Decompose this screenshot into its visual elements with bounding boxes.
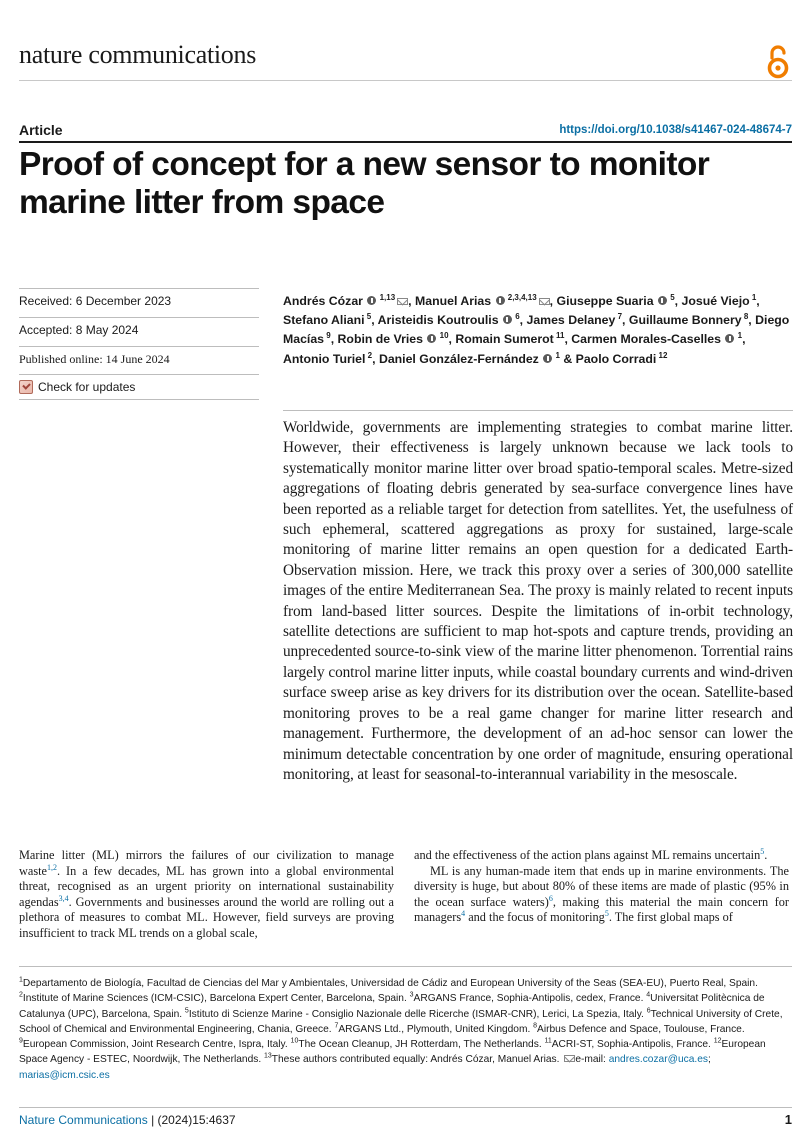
check-updates-icon (19, 380, 33, 394)
doi-link[interactable]: https://doi.org/10.1038/s41467-024-48674-7 (559, 124, 792, 136)
affiliation-number: 2 (19, 991, 23, 999)
affiliation-text: Universitat Politècnica de Catalunya (UPC), Barcelona, Spain. (19, 993, 765, 1020)
email-link[interactable]: marias@icm.csic.es (19, 1069, 110, 1081)
reference-link[interactable]: 5 (760, 846, 765, 856)
affiliation-text: European Commission, Joint Research Centre, Ispra, Italy. (22, 1039, 291, 1051)
body-paragraph (414, 848, 789, 864)
author-affiliation: 2,3,4,13 (505, 292, 537, 302)
body-text: . The first global maps of (608, 910, 733, 924)
orcid-icon[interactable] (725, 334, 734, 343)
affiliation-text: ARGANS Ltd., Plymouth, United Kingdom. (338, 1023, 534, 1035)
author-name[interactable]: Giuseppe Suaria (556, 294, 654, 308)
body-paragraph (414, 864, 789, 926)
body-text: ML is any human-made item that ends up in marine environments. The diversity is huge, but about 80% of these items are made of plastic (95% in the ocean surface waters) (414, 863, 789, 909)
affiliation-text: ARGANS France, Sophia-Antipolis, cedex, France. (413, 993, 647, 1005)
journal-name: nature communications (19, 40, 257, 69)
author-name[interactable]: Diego Macías (283, 313, 790, 347)
email-link[interactable]: andres.cozar@uca.es (608, 1054, 708, 1066)
author-name[interactable]: James Delaney (526, 313, 616, 328)
affiliation-number: 3 (409, 991, 414, 999)
affiliation-number: 8 (533, 1022, 538, 1030)
orcid-icon[interactable] (543, 354, 552, 363)
reference-link[interactable]: 6 (548, 893, 553, 903)
orcid-icon[interactable] (658, 296, 667, 305)
author-affiliation: 2 (365, 350, 373, 360)
footer-citation (19, 1113, 236, 1127)
author-affiliation: 6 (512, 312, 520, 322)
author-affiliation: 1 (749, 292, 757, 302)
footer-journal-name[interactable]: Nature Communications (19, 1113, 148, 1127)
received-date: Received: 6 December 2023 (19, 294, 172, 308)
body-paragraph (19, 848, 394, 941)
body-text: and the effectiveness of the action plans against ML remains uncertain (414, 848, 761, 862)
orcid-icon[interactable] (496, 296, 505, 305)
reference-link[interactable]: 1,2 (47, 862, 57, 872)
page-number: 1 (784, 1112, 792, 1127)
body-column-left (19, 848, 394, 941)
author-affiliation: 1 (735, 331, 743, 341)
open-access-icon (764, 44, 792, 80)
body-text: . In a few decades, ML has grown into a global environmental threat, recognised as an urgent priority on international sustainability agendas (19, 863, 394, 909)
orcid-icon[interactable] (367, 296, 376, 305)
orcid-icon[interactable] (503, 315, 512, 324)
affiliations: $^1$Departamento de Biología, Facultad de Ciencias del Mar y Ambientales, Universidad de Cádiz and European University of the Seas (SEA-EU), Puerto Real, Spain. $^2$Institute of Marine Sciences (ICM-CSIC), Barcelona Expert Center, Barcelona, Spain. $^3$ARGANS France, Sophia-Antipolis, cedex, France. $^4$Universitat Politècnica de Catalunya (UPC), Barcelona, Spain. $^5$Istituto di Scienze Marine - Consiglio Nazionale delle Ricerche (ISMAR-CNR), Lerici, La Spezia, Italy. $^6$Technical University of Crete, School of Chemical and Environmental Engineering, Chania, Greece. $^7$ARGANS Ltd., Plymouth, United Kingdom. $^8$Airbus Defence and Space, Toulouse, France. $^9$European Commission, Joint Research Centre, Ispra, Italy. $^{10}$The Ocean Cleanup, JH Rotterdam, The Netherlands. $^{11}$ACRI-ST, Sophia-Antipolis, France. $^{12}$European Space Agency - ESTEC, Noordwijk, The Netherlands. $^{13}$These authors contributed equally: Andrés Cózar, Manuel Arias. e-mail: andres.cozar@uca.es; marias@icm.csic.es (19, 976, 783, 1081)
article-type: Article (19, 122, 63, 138)
affiliation-text: European Space Agency - ESTEC, Noordwijk, The Netherlands. (19, 1039, 766, 1066)
affiliation-text: Istituto di Scienze Marine - Consiglio Nazionale delle Ricerche (ISMAR-CNR), Lerici, La Spezia, Italy. (188, 1008, 647, 1020)
author-name[interactable]: Robin de Vries (337, 332, 423, 347)
body-column-right (414, 848, 789, 926)
email-label: e-mail: (575, 1054, 609, 1066)
title-rule (19, 141, 792, 143)
mail-icon[interactable] (397, 298, 408, 305)
author-name[interactable]: Josué Viejo (681, 294, 750, 308)
reference-link[interactable]: 4 (461, 908, 466, 918)
mail-icon (564, 1055, 575, 1062)
footer-rule (19, 1107, 792, 1108)
author-affiliation: 1 (553, 350, 560, 360)
affiliation-text: Technical University of Crete, School of Chemical and Environmental Engineering, Chania, Greece. (19, 1008, 783, 1035)
affiliation-number: 10 (290, 1037, 299, 1045)
meta-divider (19, 317, 259, 318)
accepted-date: Accepted: 8 May 2024 (19, 323, 139, 337)
article-title: Proof of concept for a new sensor to monitor marine litter from space (19, 146, 710, 221)
affiliations-rule (19, 966, 792, 967)
body-text: . Governments and businesses around the world are rolling out a plethora of measures to combat ML. However, field surveys are proving insufficient to track ML trends on a global scale, (19, 894, 394, 940)
mail-icon[interactable] (539, 298, 550, 305)
meta-divider (19, 346, 259, 347)
affiliation-number: 11 (544, 1037, 552, 1045)
orcid-icon[interactable] (427, 334, 436, 343)
check-for-updates-button[interactable] (19, 380, 135, 394)
author-name[interactable]: Guillaume Bonnery (628, 313, 742, 328)
body-text: . (764, 848, 768, 862)
affiliation-text: Departamento de Biología, Facultad de Ciencias del Mar y Ambientales, Universidad de Cádiz and European University of the Seas (SEA-EU), Puerto Real, Spain. (22, 978, 758, 989)
author-affiliation: 7 (615, 312, 623, 322)
meta-divider (19, 399, 259, 400)
abstract: Worldwide, governments are implementing strategies to combat marine litter. However, their effectiveness is largely unknown because we lack tools to systematically monitor marine litter over broad spatio-temporal scales. Metre-sized aggregations of floating debris generated by sea-surface convergence lines have been reported as a reliable target for detection from satellites. Yet, the usefulness of such ephemeral, scattered aggregations as proxy for sustained, large-scale monitoring of marine litter remains an open question for a dedicated Earth-Observation mission. Here, we track this proxy over a series of 300,000 satellite images of the entire Mediterranean Sea. The proxy is mainly related to recent inputs from land-based litter sources. Despite the limitations of in-orbit technology, satellite detections are sufficient to map hot-spots and capture trends, providing an unprecedented source-to-sink view of the marine litter phenomenon. Torrential rains largely control marine litter inputs, while coastal boundary currents and wind-driven surface sweep arise as key drivers for its distribution over the ocean. Satellite-based monitoring proves to be a real game changer for marine litter research and management. Furthermore, the development of an ad-hoc sensor can lower the minimum detectable concentration by one order of magnitude, ensuring operational monitoring, at least for seasonal-to-interannual variability in the mesoscale. (283, 419, 793, 783)
header-rule (19, 80, 792, 81)
affiliation-number: 12 (713, 1037, 722, 1045)
author-affiliation: 5 (364, 312, 372, 322)
author-name[interactable]: Andrés Cózar (283, 294, 363, 308)
body-text: , making this material the main concern for managers (414, 894, 789, 924)
meta-divider (19, 374, 259, 375)
author-name[interactable]: Romain Sumerot (455, 332, 554, 347)
affiliation-number: 4 (646, 991, 651, 999)
affiliation-text: ACRI-ST, Sophia-Antipolis, France. (551, 1039, 714, 1051)
affiliation-number: 1 (19, 976, 23, 984)
affiliation-number: 5 (184, 1007, 189, 1015)
body-text: Marine litter (ML) mirrors the failures of our civilization to manage waste (19, 848, 394, 878)
affiliation-number: 7 (334, 1022, 339, 1030)
author-affiliation: 9 (324, 331, 331, 341)
abstract-rule (283, 410, 793, 411)
author-name[interactable]: Antonio Turiel (283, 351, 366, 366)
affiliation-number: 9 (19, 1037, 23, 1045)
author-affiliation: 1,13 (377, 292, 396, 302)
author-name[interactable]: Aristeidis Koutroulis (377, 313, 499, 328)
author-list: Andrés Cózar $^{1,13}$ , Manuel Arias $^{2,3,4,13}$ , Giuseppe Suaria $^5$, Josué Viejo $^1$, Stefano Aliani $^5$, Aristeidis Koutroulis $^6$, James Delaney $^7$, Guillaume Bonnery $^8$, Diego Macías $^9$, Robin de Vries $^{10}$, Romain Sumerot $^{11}$, Carmen Morales-Caselles $^1$, Antonio Turiel $^2$, Daniel González-Fernández $^1$ & Paolo Corradi $^{12}$ (283, 292, 790, 366)
affiliation-number: 6 (646, 1007, 651, 1015)
author-name[interactable]: Stefano Aliani (283, 313, 365, 328)
footer-volume: | (2024)15:4637 (151, 1113, 236, 1127)
body-text: and the focus of monitoring (465, 910, 605, 924)
published-date: Published online: 14 June 2024 (19, 352, 170, 366)
author-name[interactable]: Paolo Corradi (575, 351, 657, 366)
meta-divider (19, 288, 259, 289)
author-affiliation: 10 (437, 331, 449, 341)
author-affiliation: 8 (741, 312, 749, 322)
author-name[interactable]: Carmen Morales-Caselles (571, 332, 721, 347)
affiliation-number: 13 (264, 1053, 272, 1061)
affiliation-text: These authors contributed equally: Andrés Cózar, Manuel Arias. (271, 1054, 563, 1066)
author-affiliation: 5 (667, 292, 675, 302)
reference-link[interactable]: 3,4 (58, 893, 69, 903)
author-affiliation: 11 (553, 331, 565, 341)
affiliation-text: Institute of Marine Sciences (ICM-CSIC), Barcelona Expert Center, Barcelona, Spain. (22, 993, 410, 1005)
affiliation-text: Airbus Defence and Space, Toulouse, France. (537, 1023, 745, 1035)
reference-link[interactable]: 5 (604, 908, 609, 918)
affiliation-text: The Ocean Cleanup, JH Rotterdam, The Netherlands. (298, 1039, 545, 1051)
author-name[interactable]: Daniel González-Fernández (378, 351, 539, 366)
check-updates-label: Check for updates (38, 380, 136, 394)
author-name[interactable]: Manuel Arias (415, 294, 492, 308)
author-affiliation: 12 (656, 350, 668, 360)
